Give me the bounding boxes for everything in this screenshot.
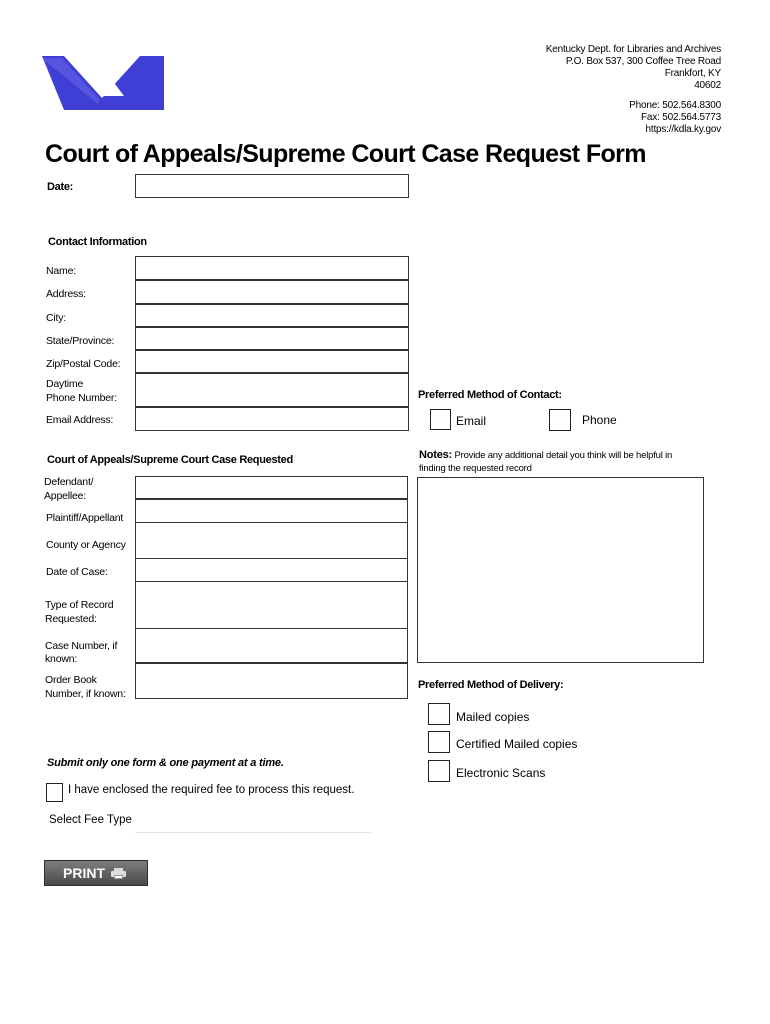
email-label: Email Address: (46, 414, 114, 426)
county-field[interactable] (135, 523, 408, 558)
defendant-label-line1: Defendant/ (44, 476, 94, 488)
contact-email-checkbox[interactable] (430, 409, 451, 430)
delivery-mailed-label: Mailed copies (456, 710, 530, 724)
address-field[interactable] (135, 280, 409, 304)
agency-address-block (546, 44, 721, 136)
preferred-contact-heading: Preferred Method of Contact: (418, 389, 562, 401)
name-label: Name: (46, 265, 76, 277)
plaintiff-label: Plaintiff/Appellant (46, 512, 124, 524)
record-type-label-line1: Type of Record (45, 599, 114, 611)
page-title: Court of Appeals/Supreme Court Case Request Form (45, 140, 646, 168)
notes-label (419, 449, 709, 475)
submit-note: Submit only one form & one payment at a time. (47, 757, 284, 769)
fee-type-select[interactable] (135, 832, 371, 833)
delivery-certified-label: Certified Mailed copies (456, 737, 578, 751)
contact-phone-checkbox[interactable] (549, 409, 571, 431)
fee-enclosed-label: I have enclosed the required fee to process this request. (68, 784, 355, 796)
state-label: State/Province: (46, 335, 115, 347)
record-type-field[interactable] (135, 582, 408, 628)
notes-textarea[interactable] (417, 477, 704, 663)
daytime-phone-field[interactable] (135, 373, 409, 407)
date-label: Date: (47, 181, 74, 193)
contact-email-label: Email (456, 414, 487, 428)
order-book-label-line1: Order Book (45, 674, 97, 686)
delivery-mailed-checkbox[interactable] (428, 703, 450, 725)
case-heading: Court of Appeals/Supreme Court Case Requested (47, 454, 293, 466)
email-field[interactable] (135, 407, 409, 431)
state-field[interactable] (135, 327, 409, 350)
name-field[interactable] (135, 256, 409, 280)
city-label: City: (46, 312, 67, 324)
print-button[interactable] (44, 860, 148, 886)
date-of-case-field[interactable] (135, 558, 408, 582)
delivery-heading: Preferred Method of Delivery: (418, 679, 564, 691)
printer-icon (111, 868, 126, 879)
order-book-label-line2: Number, if known: (45, 688, 126, 700)
zip-label: Zip/Postal Code: (46, 358, 121, 370)
record-type-label-line2: Requested: (45, 613, 97, 625)
agency-city: Frankfort, KY (664, 68, 721, 79)
daytime-label-line1: Daytime (46, 378, 84, 390)
kdla-logo-mark (42, 52, 166, 110)
county-label: County or Agency (46, 539, 126, 551)
agency-fax: Fax: 502.564.5773 (641, 112, 721, 123)
agency-phone: Phone: 502.564.8300 (629, 100, 721, 111)
case-number-label-line1: Case Number, if (45, 640, 118, 652)
notes-title: Notes: (419, 449, 453, 461)
date-of-case-label: Date of Case: (46, 566, 108, 578)
contact-phone-label: Phone (582, 413, 617, 427)
agency-zip: 40602 (694, 80, 721, 91)
defendant-label-line2: Appellee: (44, 490, 86, 502)
date-field[interactable] (135, 174, 409, 198)
delivery-scans-label: Electronic Scans (456, 766, 546, 780)
kdla-logo (42, 52, 166, 110)
address-label: Address: (46, 288, 86, 300)
delivery-certified-checkbox[interactable] (428, 731, 450, 753)
notes-hint-line2: finding the requested record (419, 463, 532, 474)
agency-url: https://kdla.ky.gov (645, 124, 721, 135)
agency-name: Kentucky Dept. for Libraries and Archives (545, 44, 721, 55)
plaintiff-field[interactable] (135, 499, 408, 523)
daytime-label-line2: Phone Number: (46, 392, 117, 404)
case-number-field[interactable] (135, 628, 408, 663)
case-number-label-line2: known: (45, 653, 78, 665)
fee-enclosed-checkbox[interactable] (46, 783, 63, 802)
order-book-field[interactable] (135, 663, 408, 699)
defendant-field[interactable] (135, 476, 408, 499)
contact-heading: Contact Information (48, 236, 147, 248)
city-field[interactable] (135, 304, 409, 327)
agency-street: P.O. Box 537, 300 Coffee Tree Road (565, 56, 721, 67)
delivery-scans-checkbox[interactable] (428, 760, 450, 782)
notes-hint-line1: Provide any additional detail you think will be helpful in (452, 450, 673, 461)
select-fee-label: Select Fee Type (49, 814, 132, 826)
zip-field[interactable] (135, 350, 409, 373)
print-button-label: PRINT (63, 865, 105, 881)
